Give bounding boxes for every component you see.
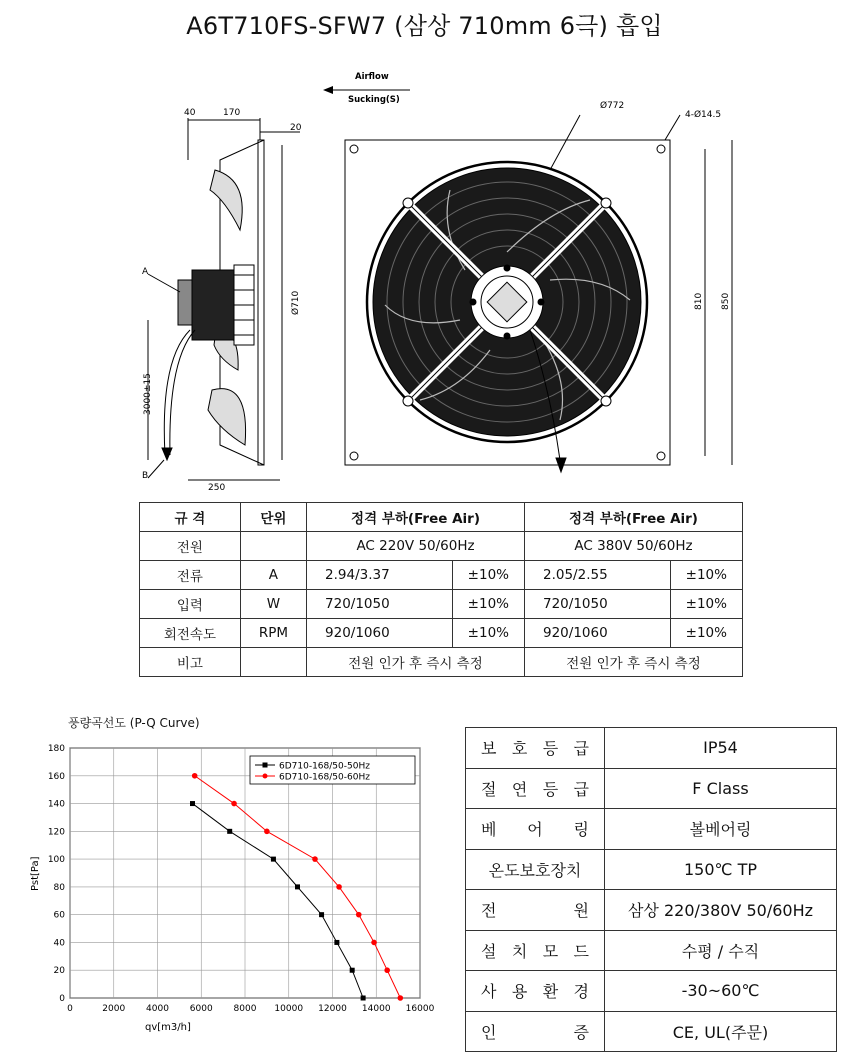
data-point [319,912,324,917]
side-table-value: 수평 / 수직 [605,930,837,971]
spec-header: 규 격 [140,503,241,532]
spec-label: 비고 [140,648,241,677]
spec-value: 전원 인가 후 즉시 측정 [307,648,525,677]
side-table-row [466,1011,837,1052]
spec-label: 전류 [140,561,241,590]
data-point [271,857,276,862]
spec-tolerance: ±10% [670,561,742,590]
dim-40: 40 [184,108,196,118]
data-point [356,912,362,918]
dim-170: 170 [223,108,241,118]
data-point [350,968,355,973]
side-table-label [466,809,605,850]
data-point [295,884,300,889]
spec-value: 920/1060 [307,619,453,648]
legend-marker [263,774,268,779]
legend-label: 6D710-168/50-50Hz [279,761,370,772]
fan-technical-drawing [120,60,760,500]
data-point [361,996,366,1001]
side-table-value: 삼상 220/380V 50/60Hz [605,890,837,931]
spec-unit: RPM [240,619,306,648]
side-table-label-text: 절 연 등 급 [481,779,589,799]
data-point [190,801,195,806]
x-tick-label: 8000 [233,1004,257,1014]
side-table-label-text: 사 용 환 경 [481,982,589,1002]
side-table-label-text: 보 호 등 급 [481,739,589,759]
y-tick-label: 0 [59,994,65,1004]
data-point [227,829,232,834]
side-table-label [466,971,605,1012]
spec-value: 2.05/2.55 [525,561,671,590]
side-table-label [466,728,605,769]
spec-header-row [140,503,743,532]
y-tick-label: 100 [47,855,65,866]
airflow-indicator [323,72,410,105]
spec-label: 입력 [140,590,241,619]
y-axis-label: Pst[Pa] [30,856,41,891]
spec-row [140,619,743,648]
spec-tolerance: ±10% [452,619,524,648]
side-table-value: IP54 [605,728,837,769]
spec-unit: W [240,590,306,619]
spec-unit: A [240,561,306,590]
sucking-label: Sucking(S) [348,95,400,105]
x-tick-label: 2000 [102,1004,126,1014]
y-tick-label: 160 [47,771,65,782]
data-point [264,829,270,835]
data-point [398,995,404,1001]
side-table-label [466,1011,605,1052]
spec-unit [240,648,306,677]
y-tick-label: 120 [47,827,65,838]
spec-unit [240,532,306,561]
side-table-label-text: 인 증 [481,1022,589,1042]
spec-value: 720/1050 [525,590,671,619]
side-table-row [466,809,837,850]
side-table-value: 150℃ TP [605,849,837,890]
side-table-label [466,930,605,971]
y-tick-label: 140 [47,799,65,810]
spec-label: 전원 [140,532,241,561]
data-point [336,884,342,890]
label-a: A [142,267,149,277]
spec-value: 920/1060 [525,619,671,648]
dim-772: Ø772 [600,101,625,111]
dim-20: 20 [290,123,302,133]
spec-value: 2.94/3.37 [307,561,453,590]
x-tick-label: 10000 [274,1004,304,1014]
side-table-row [466,971,837,1012]
fan-front-view [345,100,732,472]
spec-header: 정격 부하(Free Air) [307,503,525,532]
side-table-label [466,890,605,931]
chart-title: 풍량곡선도 (P-Q Curve) [68,716,200,730]
spec-tolerance: ±10% [452,561,524,590]
side-table-label [466,849,605,890]
side-table-label-text: 온도보호장치 [488,860,582,880]
spec-header: 정격 부하(Free Air) [525,503,743,532]
y-tick-label: 180 [47,744,65,754]
label-b: B [142,471,149,481]
x-axis-label: qv[m3/h] [145,1022,191,1033]
data-point [231,801,237,807]
spec-tolerance: ±10% [452,590,524,619]
data-point [192,773,198,779]
dim-250: 250 [208,483,226,493]
pq-curve-chart [18,728,448,1048]
side-table-label-text: 베 어 링 [481,820,589,840]
spec-header: 단위 [240,503,306,532]
y-tick-label: 60 [53,910,65,921]
spec-row [140,561,743,590]
x-tick-label: 14000 [361,1004,391,1014]
spec-value: 720/1050 [307,590,453,619]
x-tick-label: 16000 [405,1004,435,1014]
airflow-label: Airflow [355,72,389,82]
spec-value: 전원 인가 후 즉시 측정 [525,648,743,677]
data-point [334,940,339,945]
x-tick-label: 12000 [318,1004,347,1014]
side-table-value: -30~60℃ [605,971,837,1012]
y-tick-label: 80 [53,882,65,893]
spec-value: AC 380V 50/60Hz [525,532,743,561]
dim-810: 810 [694,292,704,310]
spec-row [140,532,743,561]
side-table-value: CE, UL(주문) [605,1011,837,1052]
y-tick-label: 40 [53,938,65,949]
spec-value: AC 220V 50/60Hz [307,532,525,561]
dim-710: Ø710 [291,290,301,315]
spec-tolerance: ±10% [670,619,742,648]
dim-cable-length: 3000±15 [143,373,153,415]
spec-label: 회전속도 [140,619,241,648]
side-table-row [466,849,837,890]
side-table-label-text: 전 원 [481,901,589,921]
spec-tolerance: ±10% [670,590,742,619]
fan-side-view [142,108,302,493]
legend-label: 6D710-168/50-60Hz [279,772,370,783]
dim-holes: 4-Ø14.5 [685,110,722,120]
spec-row [140,590,743,619]
x-tick-label: 4000 [146,1004,169,1014]
side-table-row [466,930,837,971]
dim-850: 850 [721,292,731,310]
spec-table [139,502,743,677]
side-table-value: F Class [605,768,837,809]
side-table-row [466,768,837,809]
side-table-row [466,728,837,769]
spec-row [140,648,743,677]
data-point [384,967,390,973]
side-table-label-text: 설 치 모 드 [481,941,589,961]
y-tick-label: 20 [53,966,65,977]
x-tick-label: 6000 [189,1004,213,1014]
page-title: A6T710FS-SFW7 (삼상 710mm 6극) 흡입 [186,12,663,40]
spec-side-table [465,727,837,1052]
data-point [371,940,377,946]
side-table-label [466,768,605,809]
side-table-value: 볼베어링 [605,809,837,850]
data-point [312,856,318,862]
legend-marker [263,763,268,768]
x-tick-label: 0 [67,1004,73,1014]
side-table-row [466,890,837,931]
